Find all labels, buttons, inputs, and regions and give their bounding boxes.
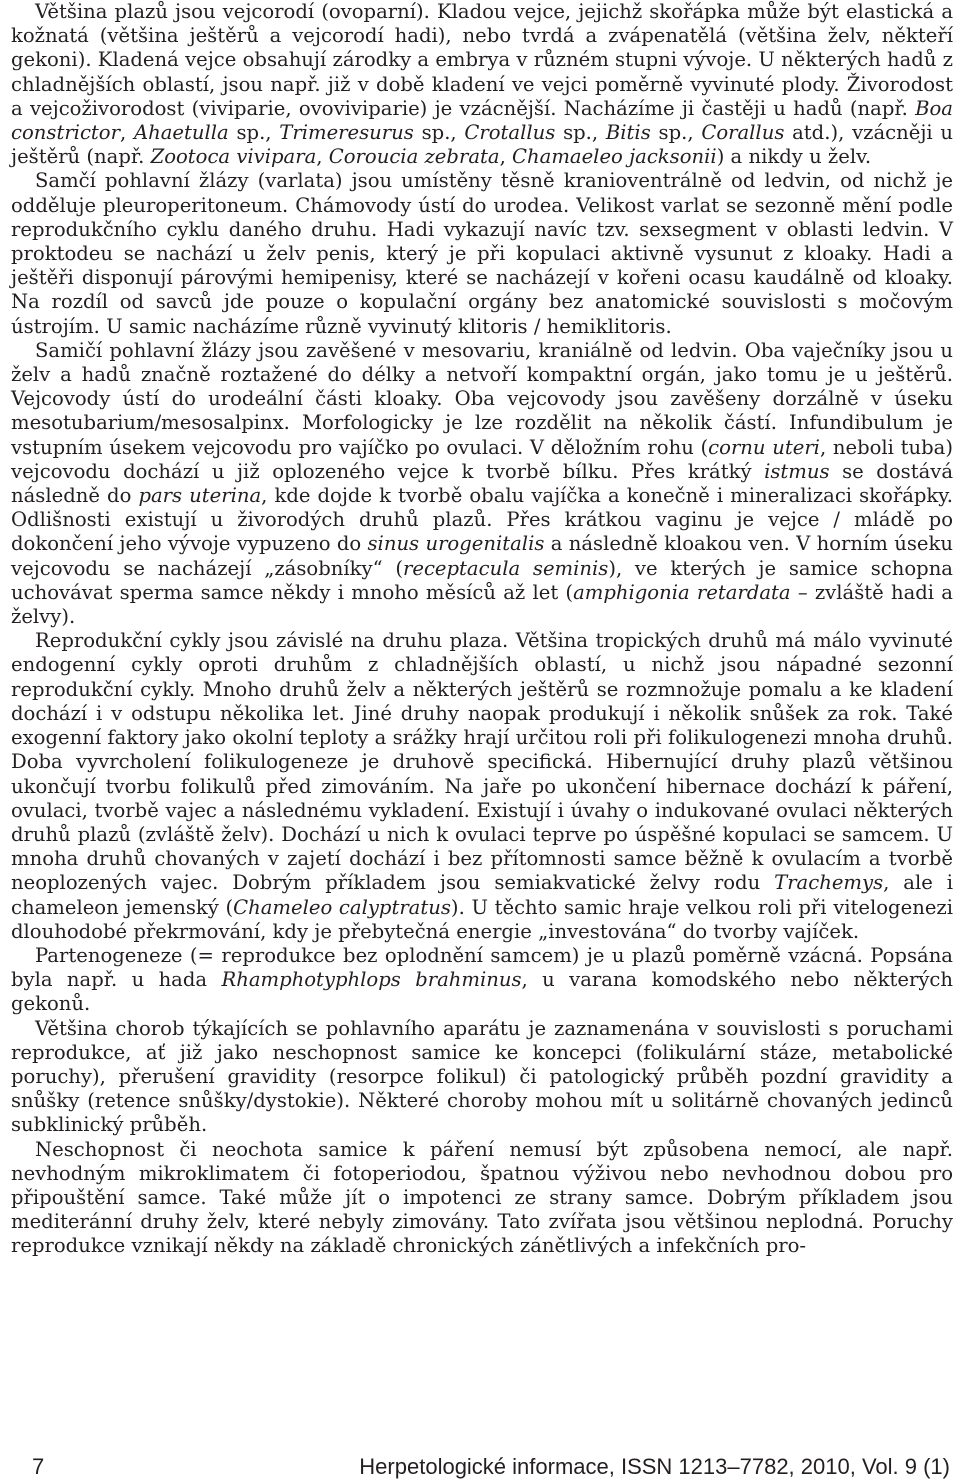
paragraph-female-gonads bbox=[11, 339, 953, 629]
text-run: Neschopnost či neochota samice k páření nemusí být způsobena nemocí, ale např. nevhodným mikroklimatem či fotoperiodou, špatnou výživou nebo nevhodnou dobou pro připouštění samce. Také může jít o impotenci ze strany samce. Dobrým příkladem jsou mediteránní druhy želv, které nebyly zimovány. Tato zvířata jsou většinou neplodná. Poruchy reprodukce vznikají někdy na základě chronických zánětlivých a infekčních pro- bbox=[11, 1137, 953, 1258]
species-name: Bitis bbox=[605, 121, 651, 145]
text-run: sp., bbox=[555, 121, 606, 145]
text-run: ). U těchto samic hraje velkou roli při vitelogenezi dlouhodobé překrmování, kdy je přebytečná energie „investována“ do tvorby vajíček. bbox=[11, 895, 954, 943]
text-run: , neboli tuba) vejcovodu dochází u již oplozeného vejce k tvorbě bílku. Přes krátký bbox=[11, 435, 953, 483]
species-name: Corallus bbox=[701, 121, 785, 145]
text-run: , bbox=[119, 121, 134, 145]
text-run: , u varana komodského nebo některých gekonů. bbox=[11, 968, 953, 1016]
text-run: atd.), vzácněji u ještěrů (např. bbox=[11, 121, 954, 169]
text-run: , ale i chameleon jemenský ( bbox=[11, 871, 954, 919]
species-name: Trachemys bbox=[774, 871, 884, 895]
text-run: Většina plazů jsou vejcorodí (ovoparní). Kladou vejce, jejichž skořápka může být elastická a kožnatá (většina ještěrů a vejcorodí hadi), nebo tvrdá a zvápenatělá (většina želv, někteří gekoni). Kladená vejce obsahují zárodky a embrya v různém stupni vývoje. U některých hadů z chladnějších oblastí, jsou např. již v době kladení ve vejci poměrně vyvinuté plody. Živorodost a vejcoživorodost (viviparie, ovoviviparie) je vzácnější. Nacházíme ji častěji u hadů (např. bbox=[11, 0, 953, 120]
species-name: Ahaetulla bbox=[133, 121, 229, 145]
text-run: ) a nikdy u želv. bbox=[716, 145, 872, 169]
species-name: Chameleo calyptratus bbox=[233, 895, 451, 919]
species-name: pars uterina bbox=[138, 484, 262, 508]
text-run: ), ve kterých je samice schopna uchovávat sperma samce někdy i mnoho měsíců až let ( bbox=[11, 556, 953, 604]
species-name: Trimeresurus bbox=[279, 121, 414, 145]
paragraph-parthenogenesis bbox=[11, 944, 953, 1017]
paragraph-mating-inability bbox=[11, 1138, 953, 1259]
text-run: Většina chorob týkajících se pohlavního aparátu je zaznamenána v souvislosti s poruchami reprodukce, ať již jako neschopnost samice ke koncepci (folikulární stáze, metabolické poruchy), přerušení gravidity (resorpce folikul) či patologický průběh pozdní gravidity a snůšky (retence snůšky/dystokie). Některé choroby mohou mít u solitárně chovaných jedinců subklinický průběh. bbox=[11, 1016, 953, 1137]
species-name: Rhamphotyphlops brahminus bbox=[221, 968, 522, 992]
species-name: Chamaeleo jacksonii bbox=[512, 145, 717, 169]
species-name: Crotallus bbox=[464, 121, 556, 145]
paragraph-male-gonads bbox=[11, 169, 953, 338]
species-name: sinus urogenitalis bbox=[367, 532, 545, 556]
species-name: Coroucia zebrata bbox=[328, 145, 500, 169]
species-name: Zootoca vivipara bbox=[150, 145, 317, 169]
text-run: sp., bbox=[650, 121, 702, 145]
text-run: Reprodukční cykly jsou závislé na druhu plaza. Většina tropických druhů má málo vyvinuté endogenní cykly oproti druhům z chladnějších oblastí, u nichž jsou nápadné sezonní reprodukční cykly. Mnoho druhů želv a některých ještěrů se rozmnožuje pomalu a ke kladení dochází i v odstupu několika let. Jiné druhy naopak produkují i několik snůšek za rok. Také exogenní faktory jako okolní teploty a srážky hrají určitou roli při folikulogenezi mnoha druhů. Doba vyvrcholení folikulogeneze je druhově specifická. Hibernující druhy plazů většinou ukončují tvorbu folikulů před zimováním. Na jaře po ukončení hibernace dochází k páření, ovulaci, tvorbě vajec a následnému vykladení. Existují i úvahy o indukované ovulaci některých druhů plazů (zvláště želv). Dochází u nich k ovulaci teprve po úspěšné kopulaci se samcem. U mnoha druhů chovaných v zajetí dochází i bez přítomnosti samce běžně k ovulacím a tvorbě neoplozených vajec. Dobrým příkladem jsou semiakvatické želvy rodu bbox=[11, 629, 953, 895]
page-number: 7 bbox=[32, 1454, 45, 1479]
text-run: – zvláště hadi a želvy). bbox=[11, 580, 953, 629]
article-text bbox=[11, 0, 953, 1259]
text-run: Partenogeneze (= reprodukce bez oplodnění samcem) je u plazů poměrně vzácná. Popsána byla např. u hada bbox=[11, 943, 953, 992]
text-run: se dostává následně do bbox=[11, 459, 953, 508]
paragraph-oviparity bbox=[11, 0, 953, 169]
text-run: sp., bbox=[228, 121, 280, 145]
text-run: Samčí pohlavní žlázy (varlata) jsou umístěny těsně kranioventrálně od ledvin, od nichž je odděluje pleuroperitoneum. Chámovody ústí do urodea. Velikost varlat se sezonně mění podle reprodukčního cyklu daného druhu. Hadi vykazují navíc tzv. sexsegment v oblasti ledvin. V proktodeu se nachází u želv penis, který je při kopulaci aktivně vysunut z kloaky. Hadi a ještěři disponují párovými hemipenisy, které se nacházejí v kořeni ocasu kaudálně od kloaky. Na rozdíl od savců jde pouze o kopulační orgány bez anatomické souvislosti s močovým ústrojím. U samic nacházíme různě vyvinutý klitoris / hemiklitoris. bbox=[11, 169, 953, 338]
species-name: Boa constrictor bbox=[11, 96, 953, 145]
text-run: a následně kloakou ven. V horním úseku vejcovodu se nacházejí „zásobníky“ ( bbox=[11, 532, 953, 580]
text-run: , bbox=[316, 145, 329, 169]
text-run: , bbox=[499, 145, 513, 169]
paragraph-diseases bbox=[11, 1017, 953, 1138]
text-run: sp., bbox=[413, 121, 465, 145]
species-name: istmus bbox=[764, 459, 830, 483]
paragraph-reproductive-cycles bbox=[11, 629, 953, 944]
species-name: cornu uteri bbox=[708, 435, 820, 459]
text-run: Samičí pohlavní žlázy jsou zavěšené v mesovariu, kraniálně od ledvin. Oba vaječníky jsou u želv a hadů značně roztažené do délky a netvoří kompaktní orgán, jako tomu je u ještěrů. Vejcovody ústí do urodeální části kloaky. Oba vejcovody jsou zavěšeny dorzálně v úseku mesotubarium/mesosalpinx. Morfologicky je lze rozdělit na několik částí. Infundibulum je vstupním úsekem vejcovodu pro vajíčko po ovulaci. V děložním rohu ( bbox=[11, 338, 953, 459]
text-run: , kde dojde k tvorbě obalu vajíčka a konečně i mineralizaci skořápky. Odlišnosti existují u živorodých druhů plazů. Přes krátkou vaginu je vejce / mládě po dokončení jeho vývoje vypuzeno do bbox=[11, 484, 953, 556]
journal-citation: Herpetologické informace, ISSN 1213–7782, 2010, Vol. 9 (1) bbox=[359, 1454, 950, 1479]
species-name: amphigonia retardata bbox=[573, 580, 791, 604]
species-name: receptacula seminis bbox=[402, 556, 609, 580]
